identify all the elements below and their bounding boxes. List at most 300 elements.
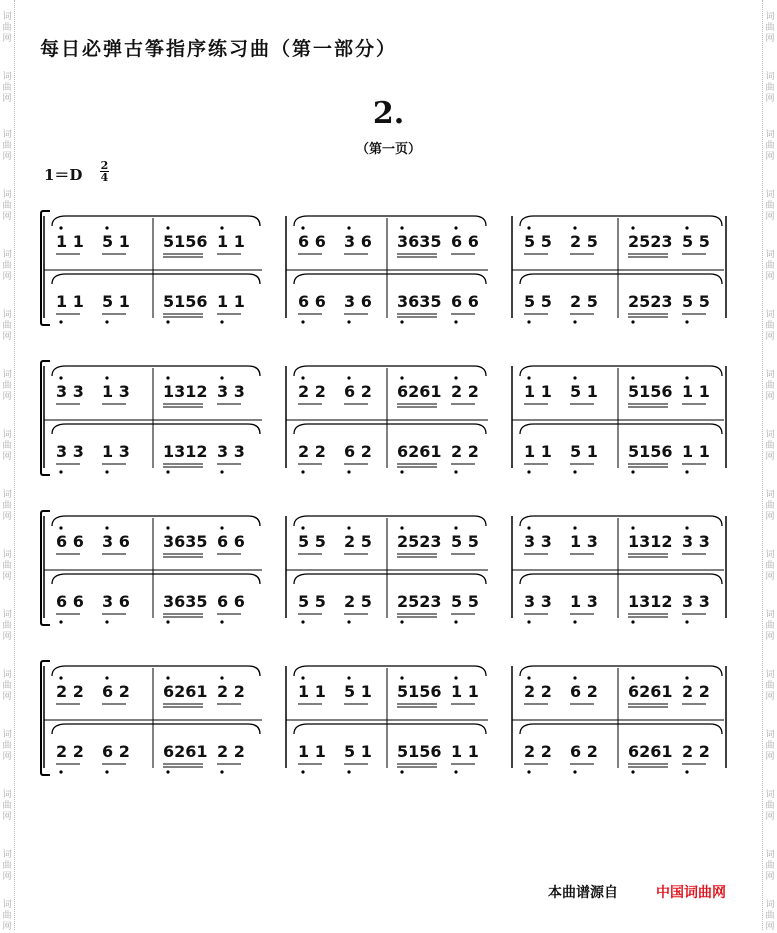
phrase-slur-upper [52, 366, 260, 376]
time-signature [100, 160, 109, 183]
watermark-text [0, 310, 14, 343]
phrase-slur-lower [520, 724, 722, 734]
octave-dot-low [573, 620, 576, 623]
upper-note-group: 5 5 [451, 532, 479, 551]
octave-dot-high [301, 676, 304, 679]
lower-note-group: 6261 [628, 742, 673, 761]
watermark-char: 曲 [2, 201, 12, 211]
watermark-char: 词 [2, 850, 12, 860]
watermark-char: 网 [765, 512, 775, 522]
phrase-slur-lower [520, 424, 722, 434]
octave-dot-high [685, 526, 688, 529]
upper-note-group: 6 2 [344, 382, 372, 401]
octave-dot-low [220, 620, 223, 623]
watermark-text [0, 370, 14, 403]
footer-label: 本曲谱源自 [548, 885, 618, 901]
octave-dot-high [301, 526, 304, 529]
lower-note-group: 2523 [397, 592, 442, 611]
octave-dot-low [220, 320, 223, 323]
octave-dot-high [631, 376, 634, 379]
lower-note-group: 1 1 [682, 442, 710, 461]
watermark-text [763, 670, 777, 703]
watermark-text [763, 250, 777, 283]
watermark-char: 曲 [765, 681, 775, 691]
system-lines [40, 210, 730, 330]
octave-dot-low [105, 620, 108, 623]
upper-note-group: 1 1 [217, 232, 245, 251]
score-system [40, 360, 730, 480]
octave-dot-high [347, 676, 350, 679]
watermark-text [763, 900, 777, 933]
upper-note-group: 3 6 [344, 232, 372, 251]
upper-note-group: 6 6 [217, 532, 245, 551]
phrase-slur-upper [294, 666, 486, 676]
time-signature-bottom: 4 [100, 171, 109, 184]
lower-note-group: 5 5 [682, 292, 710, 311]
octave-dot-high [400, 526, 403, 529]
octave-dot-low [573, 470, 576, 473]
phrase-slur-upper [520, 366, 722, 376]
octave-dot-high [685, 226, 688, 229]
phrase-slur-upper [294, 516, 486, 526]
watermark-char: 词 [2, 900, 12, 910]
lower-note-group: 2 2 [56, 742, 84, 761]
upper-note-group: 5156 [163, 232, 208, 251]
octave-dot-high [400, 676, 403, 679]
watermark-char: 曲 [2, 381, 12, 391]
octave-dot-high [347, 376, 350, 379]
octave-dot-high [573, 376, 576, 379]
octave-dot-low [685, 770, 688, 773]
lower-note-group: 1 1 [217, 292, 245, 311]
octave-dot-low [220, 770, 223, 773]
system-lines [40, 660, 730, 780]
watermark-char: 曲 [2, 141, 12, 151]
lower-note-group: 2 5 [344, 592, 372, 611]
octave-dot-low [685, 470, 688, 473]
watermark-char: 词 [2, 250, 12, 260]
watermark-char: 词 [765, 490, 775, 500]
watermark-char: 词 [765, 900, 775, 910]
upper-note-group: 3 3 [217, 382, 245, 401]
watermark-char: 网 [765, 632, 775, 642]
phrase-slur-lower [52, 724, 260, 734]
upper-note-group: 3 6 [102, 532, 130, 551]
octave-dot-low [527, 320, 530, 323]
octave-dot-low [400, 320, 403, 323]
watermark-char: 网 [2, 272, 12, 282]
watermark-text [763, 850, 777, 883]
upper-note-group: 1 1 [524, 382, 552, 401]
watermark-char: 曲 [2, 861, 12, 871]
watermark-char: 词 [2, 130, 12, 140]
lower-note-group: 2523 [628, 292, 673, 311]
lower-note-group: 5156 [397, 742, 442, 761]
upper-note-group: 6 2 [102, 682, 130, 701]
octave-dot-low [347, 620, 350, 623]
octave-dot-low [400, 770, 403, 773]
lower-note-group: 5 1 [570, 442, 598, 461]
octave-dot-high [105, 676, 108, 679]
score-system [40, 660, 730, 780]
octave-dot-high [166, 526, 169, 529]
watermark-char: 曲 [765, 83, 775, 93]
watermark-text [0, 610, 14, 643]
lower-note-group: 5 5 [451, 592, 479, 611]
upper-note-group: 1 1 [451, 682, 479, 701]
watermark-char: 曲 [2, 261, 12, 271]
lower-note-group: 5 1 [102, 292, 130, 311]
octave-dot-high [573, 526, 576, 529]
watermark-char: 词 [2, 670, 12, 680]
upper-note-group: 5 1 [102, 232, 130, 251]
octave-dot-low [400, 620, 403, 623]
lower-note-group: 3 3 [682, 592, 710, 611]
octave-dot-low [59, 470, 62, 473]
watermark-char: 词 [765, 130, 775, 140]
octave-dot-low [59, 320, 62, 323]
octave-dot-low [105, 770, 108, 773]
lower-note-group: 3 6 [102, 592, 130, 611]
watermark-char: 网 [2, 572, 12, 582]
octave-dot-low [301, 620, 304, 623]
watermark-char: 网 [2, 212, 12, 222]
octave-dot-low [347, 770, 350, 773]
lower-note-group: 2 2 [451, 442, 479, 461]
watermark-char: 曲 [2, 621, 12, 631]
octave-dot-low [347, 470, 350, 473]
watermark-char: 曲 [765, 321, 775, 331]
watermark-char: 网 [765, 922, 775, 932]
lower-note-group: 2 2 [524, 742, 552, 761]
octave-dot-low [301, 470, 304, 473]
watermark-char: 词 [2, 550, 12, 560]
phrase-slur-upper [520, 666, 722, 676]
octave-dot-high [347, 526, 350, 529]
watermark-char: 网 [2, 94, 12, 104]
octave-dot-low [527, 620, 530, 623]
octave-dot-high [220, 226, 223, 229]
watermark-char: 网 [2, 872, 12, 882]
octave-dot-low [685, 620, 688, 623]
score-system [40, 210, 730, 330]
watermark-text [0, 550, 14, 583]
lower-note-group: 5 5 [524, 292, 552, 311]
phrase-slur-lower [294, 724, 486, 734]
octave-dot-low [631, 620, 634, 623]
upper-note-group: 6 6 [451, 232, 479, 251]
lower-note-group: 5156 [163, 292, 208, 311]
watermark-char: 网 [2, 152, 12, 162]
upper-note-group: 2 2 [524, 682, 552, 701]
octave-dot-high [454, 376, 457, 379]
system-lines [40, 360, 730, 480]
lower-note-group: 6 2 [102, 742, 130, 761]
watermark-char: 网 [765, 272, 775, 282]
lower-note-group: 3 3 [56, 442, 84, 461]
lower-note-group: 6 6 [298, 292, 326, 311]
octave-dot-low [59, 770, 62, 773]
watermark-char: 词 [2, 12, 12, 22]
watermark-char: 词 [2, 370, 12, 380]
octave-dot-high [400, 376, 403, 379]
octave-dot-low [573, 770, 576, 773]
watermark-text [0, 670, 14, 703]
lower-note-group: 6261 [163, 742, 208, 761]
watermark-char: 网 [765, 452, 775, 462]
footer-source-link[interactable]: 中国词曲网 [656, 885, 726, 901]
watermark-text [763, 610, 777, 643]
watermark-text [0, 250, 14, 283]
watermark-text [0, 850, 14, 883]
watermark-char: 词 [2, 490, 12, 500]
watermark-char: 词 [765, 850, 775, 860]
octave-dot-high [527, 676, 530, 679]
upper-note-group: 5 5 [298, 532, 326, 551]
upper-note-group: 2 5 [570, 232, 598, 251]
octave-dot-low [105, 320, 108, 323]
upper-note-group: 2523 [397, 532, 442, 551]
watermark-text [763, 430, 777, 463]
octave-dot-high [166, 376, 169, 379]
upper-note-group: 1312 [163, 382, 208, 401]
watermark-char: 网 [765, 692, 775, 702]
octave-dot-low [347, 320, 350, 323]
watermark-text [0, 430, 14, 463]
octave-dot-low [166, 770, 169, 773]
watermark-char: 曲 [765, 561, 775, 571]
score-system [40, 510, 730, 630]
piece-number: 2. [372, 96, 405, 131]
lower-note-group: 2 5 [570, 292, 598, 311]
watermark-char: 网 [2, 752, 12, 762]
upper-note-group: 2 2 [451, 382, 479, 401]
upper-note-group: 5156 [628, 382, 673, 401]
phrase-slur-lower [52, 424, 260, 434]
watermark-char: 网 [765, 34, 775, 44]
octave-dot-low [527, 770, 530, 773]
watermark-char: 词 [765, 310, 775, 320]
octave-dot-high [685, 376, 688, 379]
watermark-char: 网 [765, 94, 775, 104]
upper-note-group: 6261 [628, 682, 673, 701]
upper-note-group: 2 2 [682, 682, 710, 701]
system-lines [40, 510, 730, 630]
lower-note-group: 6261 [397, 442, 442, 461]
lower-note-group: 1 3 [102, 442, 130, 461]
watermark-char: 曲 [765, 911, 775, 921]
octave-dot-high [301, 226, 304, 229]
octave-dot-high [573, 676, 576, 679]
octave-dot-high [454, 526, 457, 529]
watermark-char: 网 [2, 512, 12, 522]
watermark-text [763, 190, 777, 223]
upper-note-group: 6 6 [56, 532, 84, 551]
phrase-slur-lower [294, 274, 486, 284]
upper-note-group: 3635 [163, 532, 208, 551]
upper-note-group: 1312 [628, 532, 673, 551]
watermark-text [763, 12, 777, 45]
octave-dot-low [527, 470, 530, 473]
octave-dot-low [301, 770, 304, 773]
watermark-char: 词 [2, 610, 12, 620]
upper-note-group: 3 3 [56, 382, 84, 401]
octave-dot-high [573, 226, 576, 229]
upper-note-group: 5156 [397, 682, 442, 701]
watermark-char: 曲 [2, 801, 12, 811]
octave-dot-high [220, 676, 223, 679]
upper-note-group: 1 1 [682, 382, 710, 401]
phrase-slur-lower [294, 574, 486, 584]
watermark-char: 词 [765, 72, 775, 82]
watermark-char: 曲 [765, 141, 775, 151]
watermark-char: 网 [2, 692, 12, 702]
phrase-slur-lower [52, 574, 260, 584]
lower-note-group: 3 6 [344, 292, 372, 311]
upper-note-group: 2 2 [298, 382, 326, 401]
watermark-char: 网 [2, 34, 12, 44]
phrase-slur-upper [294, 366, 486, 376]
upper-note-group: 5 5 [682, 232, 710, 251]
octave-dot-high [454, 226, 457, 229]
octave-dot-high [59, 676, 62, 679]
octave-dot-low [454, 770, 457, 773]
watermark-text [0, 12, 14, 45]
watermark-char: 曲 [765, 861, 775, 871]
watermark-char: 词 [2, 190, 12, 200]
upper-note-group: 5 1 [344, 682, 372, 701]
upper-note-group: 6261 [163, 682, 208, 701]
watermark-char: 词 [765, 430, 775, 440]
phrase-slur-upper [52, 516, 260, 526]
octave-dot-low [166, 620, 169, 623]
octave-dot-low [59, 620, 62, 623]
octave-dot-low [631, 320, 634, 323]
octave-dot-high [400, 226, 403, 229]
lower-note-group: 2 2 [298, 442, 326, 461]
watermark-text [763, 310, 777, 343]
watermark-char: 网 [2, 392, 12, 402]
upper-note-group: 1 3 [570, 532, 598, 551]
octave-dot-high [527, 376, 530, 379]
watermark-char: 网 [765, 152, 775, 162]
watermark-char: 词 [2, 72, 12, 82]
lower-note-group: 6 6 [451, 292, 479, 311]
watermark-char: 曲 [2, 321, 12, 331]
watermark-char: 网 [2, 922, 12, 932]
upper-note-group: 2 2 [217, 682, 245, 701]
octave-dot-low [105, 470, 108, 473]
watermark-char: 曲 [2, 83, 12, 93]
lower-note-group: 6 2 [570, 742, 598, 761]
phrase-slur-lower [52, 274, 260, 284]
lower-note-group: 5 5 [298, 592, 326, 611]
octave-dot-high [347, 226, 350, 229]
lower-note-group: 2 2 [217, 742, 245, 761]
upper-note-group: 2 2 [56, 682, 84, 701]
watermark-char: 曲 [765, 741, 775, 751]
watermark-char: 词 [765, 790, 775, 800]
upper-note-group: 1 1 [56, 232, 84, 251]
watermark-char: 网 [765, 332, 775, 342]
watermark-char: 曲 [765, 261, 775, 271]
watermark-char: 曲 [765, 801, 775, 811]
watermark-char: 网 [765, 752, 775, 762]
phrase-slur-upper [52, 216, 260, 226]
watermark-char: 网 [765, 872, 775, 882]
watermark-char: 曲 [2, 681, 12, 691]
lower-note-group: 5156 [628, 442, 673, 461]
octave-dot-high [454, 676, 457, 679]
phrase-slur-lower [520, 274, 722, 284]
octave-dot-low [454, 320, 457, 323]
page-title: 每日必弹古筝指序练习曲（第一部分） [40, 38, 398, 60]
watermark-text [0, 790, 14, 823]
upper-note-group: 3635 [397, 232, 442, 251]
page-label: （第一页） [355, 142, 421, 157]
phrase-slur-upper [520, 516, 722, 526]
octave-dot-high [527, 526, 530, 529]
watermark-char: 网 [2, 812, 12, 822]
watermark-char: 词 [765, 550, 775, 560]
upper-note-group: 5 1 [570, 382, 598, 401]
upper-note-group: 3 3 [524, 532, 552, 551]
octave-dot-high [105, 376, 108, 379]
upper-note-group: 2523 [628, 232, 673, 251]
phrase-slur-upper [52, 666, 260, 676]
watermark-char: 词 [765, 370, 775, 380]
upper-note-group: 2 5 [344, 532, 372, 551]
key-signature: 1＝D [44, 166, 83, 184]
watermark-char: 网 [2, 452, 12, 462]
octave-dot-high [685, 676, 688, 679]
upper-note-group: 6 2 [570, 682, 598, 701]
watermark-char: 曲 [2, 441, 12, 451]
octave-dot-high [105, 526, 108, 529]
octave-dot-high [631, 226, 634, 229]
watermark-char: 词 [2, 310, 12, 320]
watermark-char: 词 [765, 610, 775, 620]
lower-note-group: 3 3 [217, 442, 245, 461]
lower-note-group: 5 1 [344, 742, 372, 761]
lower-note-group: 6 6 [56, 592, 84, 611]
octave-dot-high [166, 226, 169, 229]
lower-note-group: 6 6 [217, 592, 245, 611]
watermark-char: 曲 [2, 741, 12, 751]
watermark-char: 网 [2, 332, 12, 342]
lower-note-group: 1312 [628, 592, 673, 611]
watermark-char: 词 [765, 730, 775, 740]
upper-note-group: 6 6 [298, 232, 326, 251]
octave-dot-low [631, 470, 634, 473]
phrase-slur-upper [294, 216, 486, 226]
octave-dot-high [105, 226, 108, 229]
phrase-slur-upper [520, 216, 722, 226]
octave-dot-low [166, 470, 169, 473]
phrase-slur-lower [294, 424, 486, 434]
watermark-char: 词 [765, 250, 775, 260]
watermark-char: 词 [2, 790, 12, 800]
watermark-char: 词 [2, 430, 12, 440]
octave-dot-low [220, 470, 223, 473]
octave-dot-high [220, 376, 223, 379]
octave-dot-low [685, 320, 688, 323]
watermark-text [0, 190, 14, 223]
watermark-char: 词 [2, 730, 12, 740]
watermark-char: 网 [2, 632, 12, 642]
watermark-char: 网 [765, 812, 775, 822]
watermark-text [763, 490, 777, 523]
